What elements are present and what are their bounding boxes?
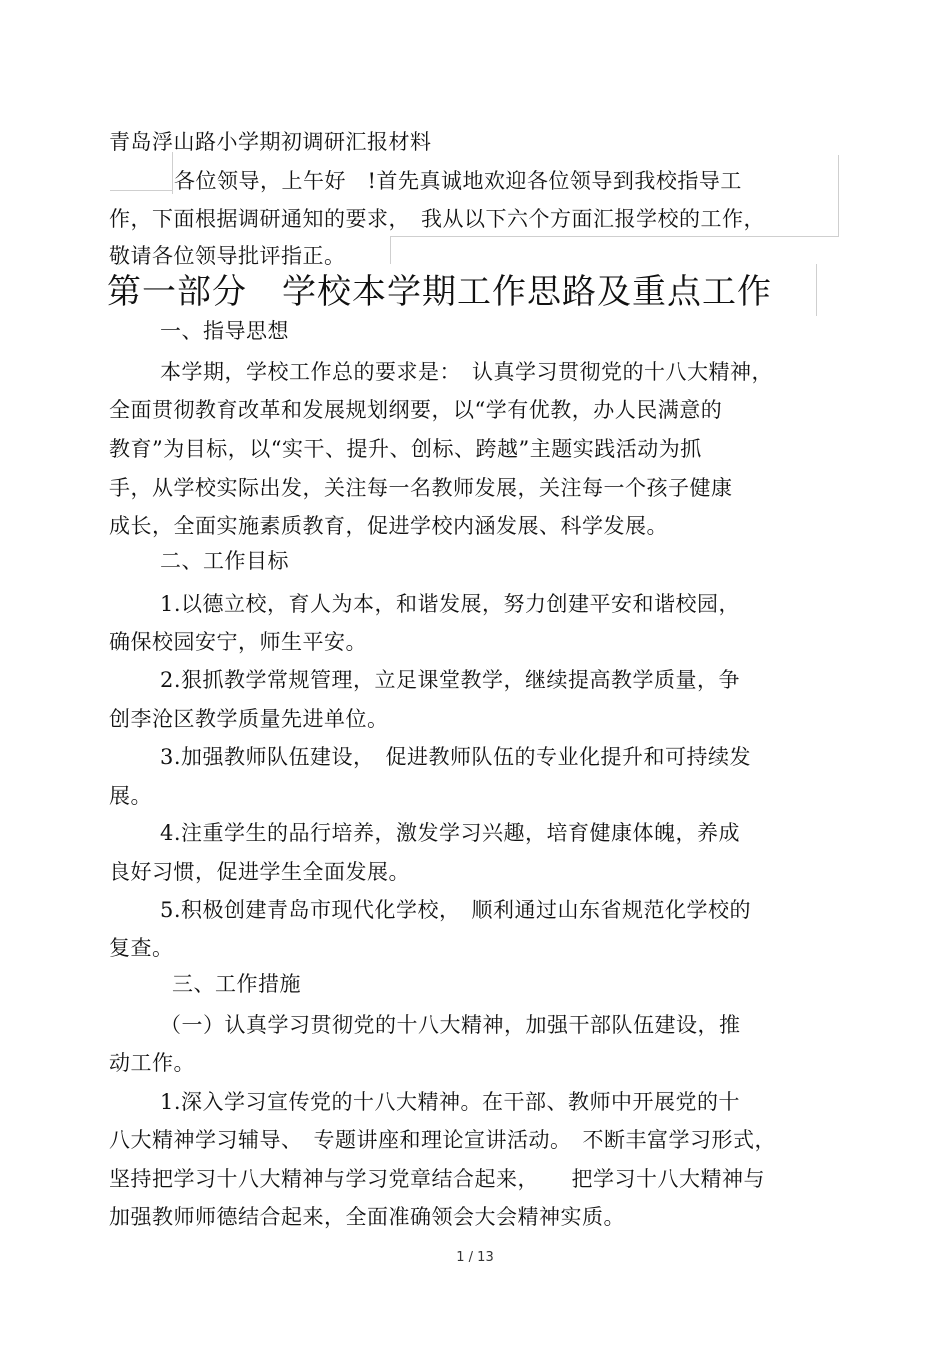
document-title: 青岛浮山路小学期初调研汇报材料 (109, 130, 432, 154)
goal-line: 2.狠抓教学常规管理，立足课堂教学，继续提高教学质量，争 (160, 668, 741, 692)
goal-line: 展。 (109, 784, 152, 808)
table-border-line (390, 236, 839, 237)
goal-line: 1.以德立校，育人为本，和谐发展，努力创建平安和谐校园， (160, 592, 741, 616)
section-title: 三、工作措施 (172, 972, 301, 996)
measure-line: 坚持把学习十八大精神与学习党章结合起来， 把学习十八大精神与 (109, 1167, 765, 1191)
body-line: 全面贯彻教育改革和发展规划纲要，以“学有优教，办人民满意的 (109, 398, 723, 422)
table-border-line (110, 190, 172, 191)
body-line: 成长，全面实施素质教育，促进学校内涵发展、科学发展。 (109, 514, 668, 538)
measure-line: 加强教师师德结合起来，全面准确领会大会精神实质。 (109, 1205, 625, 1229)
intro-line: 敬请各位领导批评指正。 (109, 244, 346, 268)
goal-line: 确保校园安宁，师生平安。 (109, 630, 367, 654)
section-title: 一、指导思想 (160, 319, 289, 343)
intro-line: 各位领导，上午好 !首先真诚地欢迎各位领导到我校指导工 (174, 169, 742, 193)
section-title: 二、工作目标 (160, 549, 289, 573)
body-line: 本学期，学校工作总的要求是： 认真学习贯彻党的十八大精神， (160, 360, 773, 384)
goal-line: 5.积极创建青岛市现代化学校， 顺利通过山东省规范化学校的 (160, 898, 752, 922)
table-border-line (390, 236, 391, 264)
measure-line: （一）认真学习贯彻党的十八大精神，加强干部队伍建设，推 (160, 1013, 741, 1037)
goal-line: 复查。 (109, 936, 174, 960)
measure-line: 八大精神学习辅导、 专题讲座和理论宣讲活动。 不断丰富学习形式， (109, 1128, 776, 1152)
intro-line: 作，下面根据调研通知的要求， 我从以下六个方面汇报学校的工作， (109, 207, 765, 231)
body-line: 手，从学校实际出发，关注每一名教师发展，关注每一个孩子健康 (109, 476, 733, 500)
part-heading: 第一部分 学校本学期工作思路及重点工作 (107, 272, 772, 312)
page-number: 1 / 13 (456, 1250, 494, 1265)
body-line: 教育”为目标，以“实干、提升、创标、跨越”主题实践活动为抓 (109, 437, 702, 461)
table-border-line (838, 155, 839, 237)
table-border-line (816, 264, 817, 316)
table-border-line (172, 152, 173, 194)
goal-line: 良好习惯，促进学生全面发展。 (109, 860, 410, 884)
goal-line: 创李沧区教学质量先进单位。 (109, 707, 389, 731)
goal-line: 3.加强教师队伍建设， 促进教师队伍的专业化提升和可持续发 (160, 745, 752, 769)
goal-line: 4.注重学生的品行培养，激发学习兴趣，培育健康体魄，养成 (160, 821, 741, 845)
measure-line: 动工作。 (109, 1051, 195, 1075)
measure-line: 1.深入学习宣传党的十八大精神。在干部、教师中开展党的十 (160, 1090, 741, 1114)
